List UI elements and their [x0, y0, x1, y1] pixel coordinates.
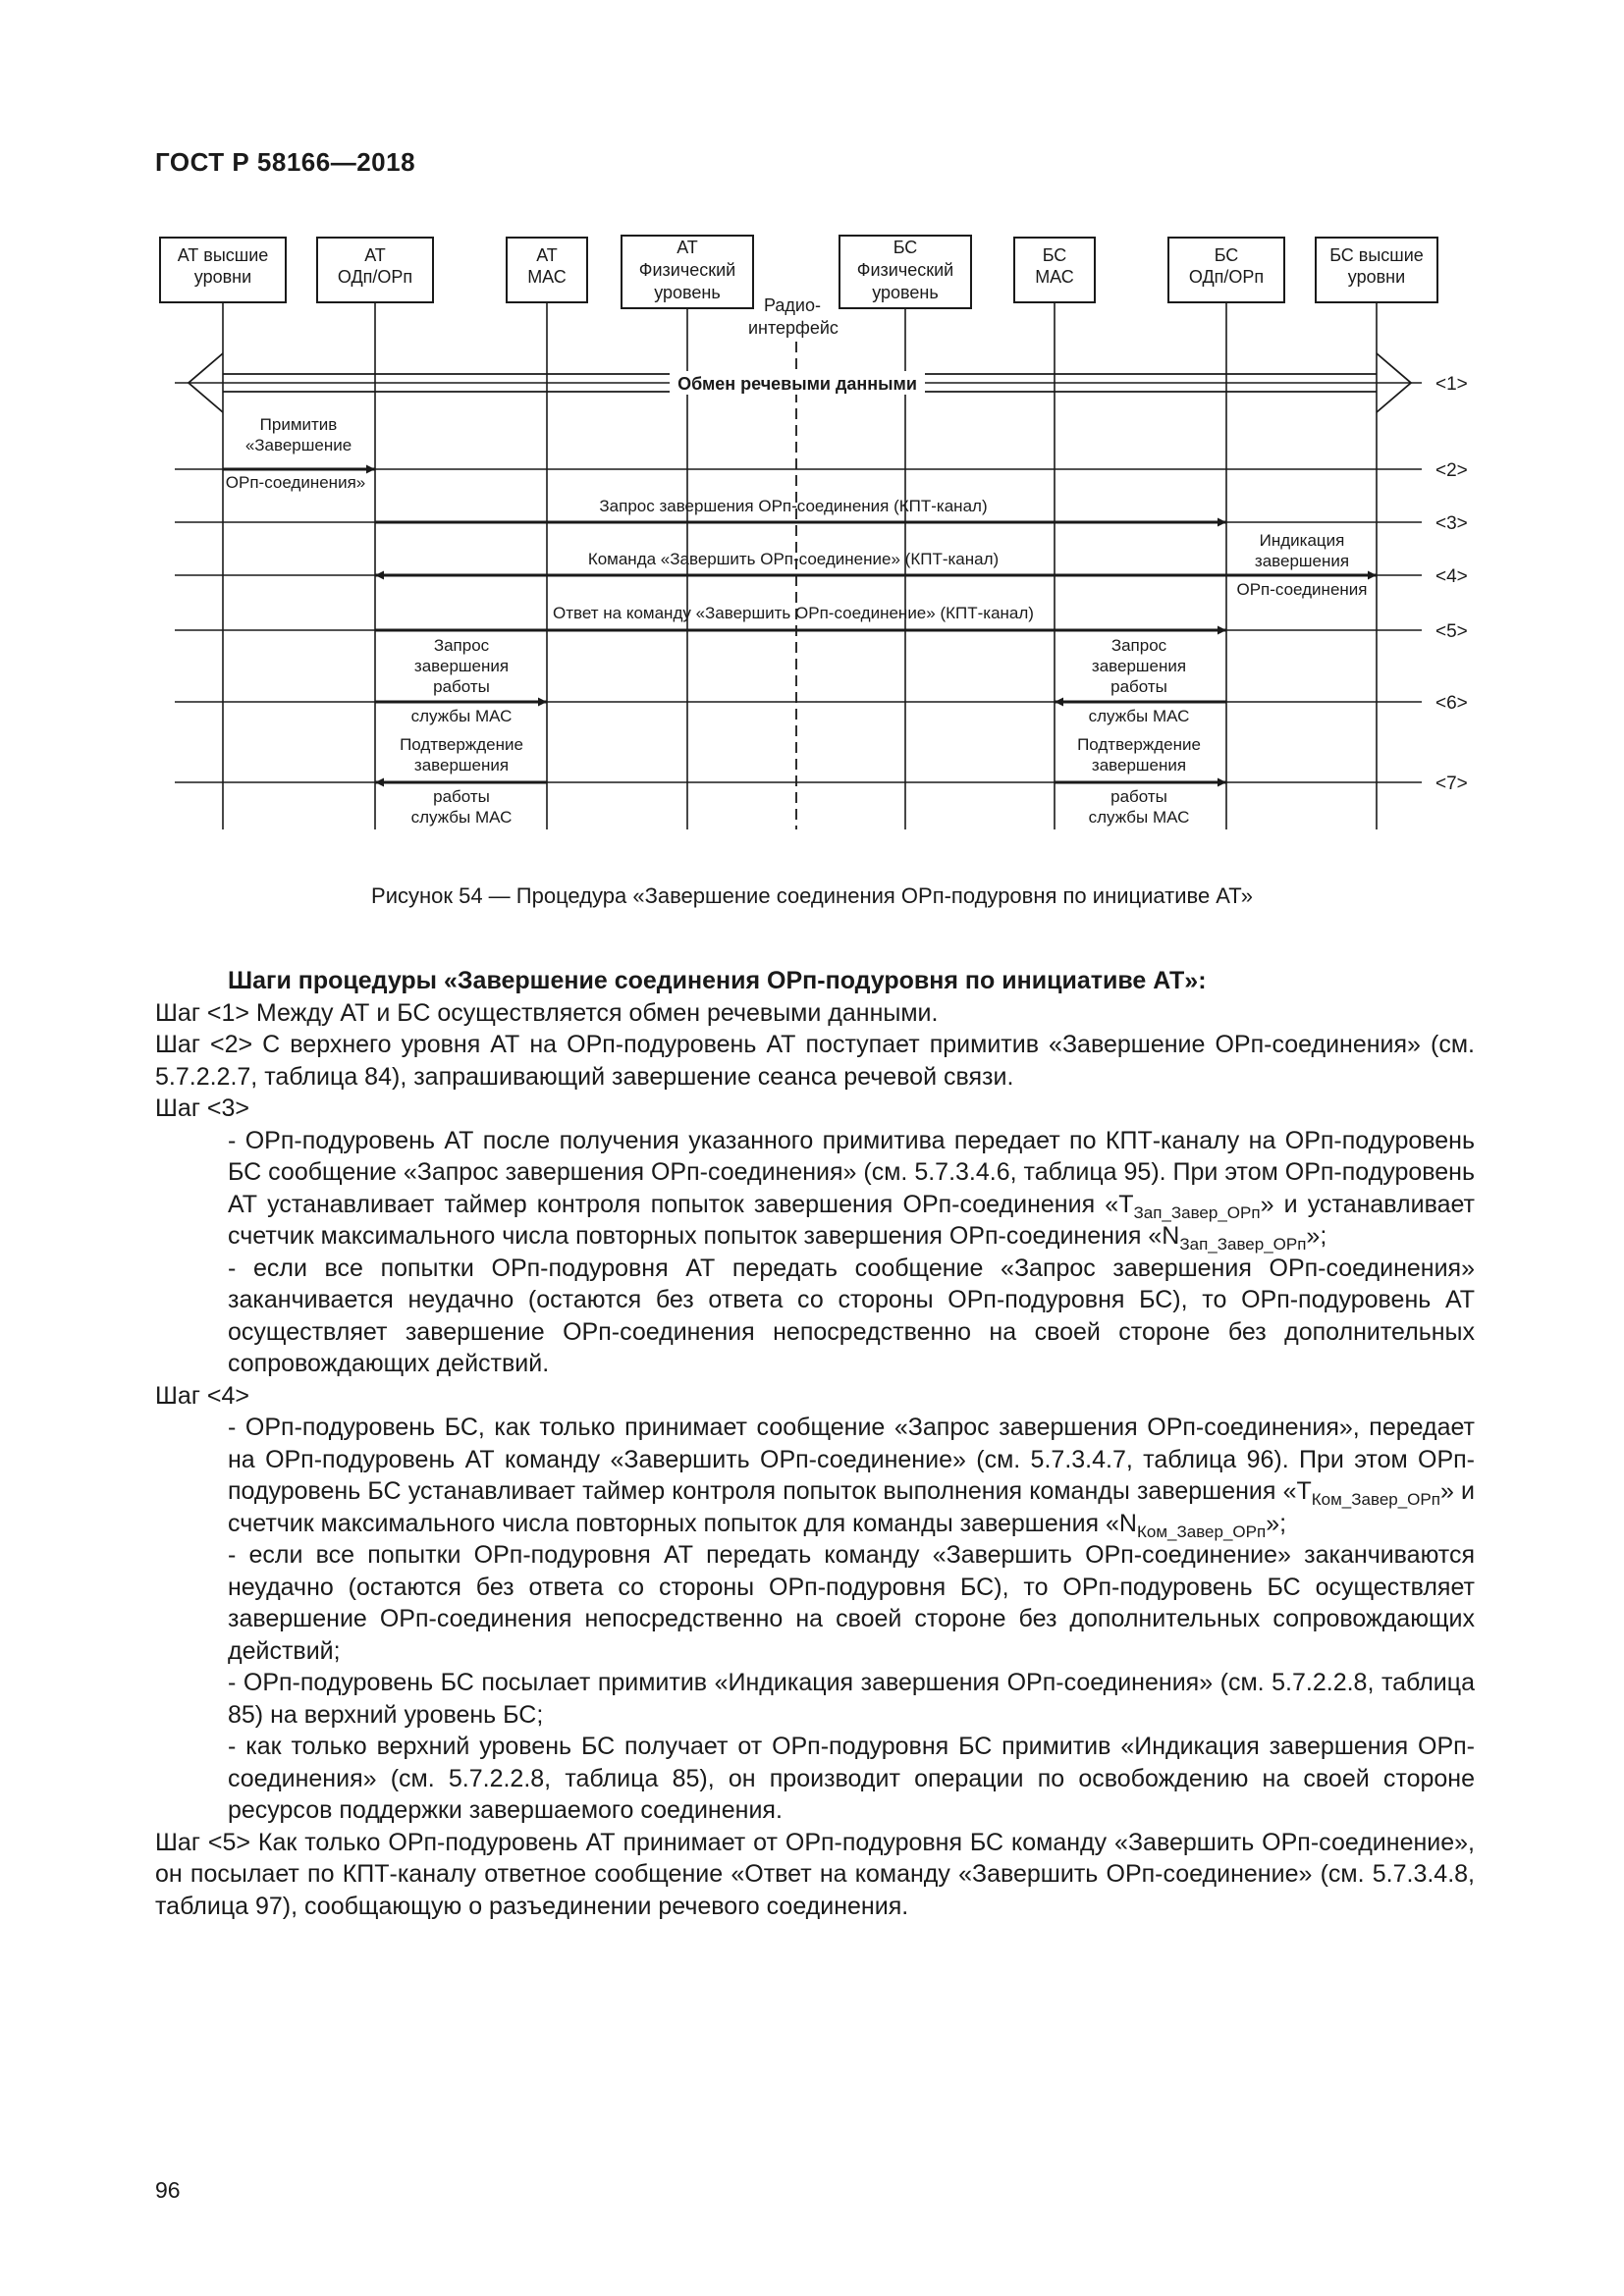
primitive-end-label: [226, 415, 365, 492]
entity-bs-odp: [1168, 238, 1284, 302]
svg-text:БС: БС: [1214, 245, 1239, 265]
svg-text:работы: работы: [1110, 677, 1167, 696]
step-4-heading: Шаг <4>: [155, 1381, 249, 1410]
svg-text:завершения: завершения: [1091, 756, 1187, 774]
step-4-item-a: - ОРп-подуровень БС, как только принимает сообщение «Запрос завершения ОРп-соединения», передает на ОРп-подуровень АТ команду «Завершить ОРп-соединение» (см. 5.7.3.4.7, таблица 96). При этом ОРп-подуровень БС устанавливает таймер контроля попыток выполнения команды завершения «$T_{Ком\_Завер\_ОРп}$» и счетчик максимального числа повторных попыток для команды завершения «$N_{Ком\_Завер\_ОРп}$»;: [228, 1414, 1475, 1541]
entity-bs-phy: [839, 236, 971, 308]
step-3-item-a: - ОРп-подуровень АТ после получения указанного примитива передает по КПТ-каналу на ОРп-подуровень БС сообщение «Запрос завершения ОРп-соединения» (см. 5.7.3.4.6, таблица 95). При этом ОРп-подуровень АТ устанавливает таймер контроля попыток завершения ОРп-соединения «$T_{Зап\_Завер\_ОРп}$» и устанавливает счетчик максимального числа повторных попыток завершения ОРп-соединения «$N_{Зап\_Завер\_ОРп}$»;: [228, 1126, 1475, 1254]
svg-text:БС: БС: [893, 238, 918, 257]
svg-text:работы: работы: [1110, 787, 1167, 806]
step-lines: [175, 383, 1422, 782]
step-label-5: <5>: [1435, 621, 1468, 642]
svg-text:работы: работы: [433, 677, 490, 696]
entity-bs-mac: [1014, 238, 1095, 302]
entity-bs-upper: [1316, 238, 1437, 302]
svg-text:службы МАС: службы МАС: [1088, 808, 1190, 827]
svg-text:службы МАС: службы МАС: [1088, 707, 1190, 725]
page-number: 96: [155, 2177, 181, 2203]
entity-at-mac: [507, 238, 587, 302]
svg-text:Физический: Физический: [856, 260, 954, 280]
svg-text:Индикация: Индикация: [1259, 531, 1345, 550]
radio-interface-label: [748, 295, 839, 338]
svg-text:Примитив: Примитив: [259, 415, 338, 434]
svg-text:завершения: завершения: [1254, 552, 1350, 570]
indication-label: [1236, 531, 1367, 599]
svg-text:ОДп/ОРп: ОДп/ОРп: [337, 267, 413, 287]
entity-at-phy: [622, 236, 753, 308]
svg-text:АТ: АТ: [677, 238, 698, 257]
step-label-7: <7>: [1435, 774, 1468, 794]
step-label-3: <3>: [1435, 513, 1468, 534]
svg-text:ОДп/ОРп: ОДп/ОРп: [1188, 267, 1265, 287]
step-4-item-d: - как только верхний уровень БС получает от ОРп-подуровня БС примитив «Индикация завершения ОРп-соединения» (см. 5.7.2.2.8, таблица 85), он производит операции по освобождению на своей стороне ресурсов поддержки завершаемого соединения.: [228, 1733, 1475, 1824]
step-3-item-b: - если все попытки ОРп-подуровня АТ передать сообщение «Запрос завершения ОРп-соединения» заканчивается неудачно (остаются без ответа со стороны ОРп-подуровня БС), то ОРп-подуровень АТ осуществляет завершение ОРп-соединения непосредственно на своей стороне без дополнительных сопровождающих действий.: [228, 1254, 1475, 1377]
svg-text:МАС: МАС: [527, 267, 567, 287]
svg-text:завершения: завершения: [413, 657, 510, 675]
step-label-4: <4>: [1435, 566, 1468, 587]
step-5-text: Шаг <5> Как только ОРп-подуровень АТ принимает от ОРп-подуровня БС команду «Завершить ОРп-соединение», он посылает по КПТ-каналу ответное сообщение «Ответ на команду «Завершить ОРп-соединение» (см. 5.7.3.4.8, таблица 97), сообщающую о разъединении речевого соединения.: [155, 1828, 1475, 1920]
svg-text:АТ: АТ: [364, 245, 386, 265]
command-end-label: Команда «Завершить ОРп-соединение» (КПТ-канал): [587, 550, 1000, 568]
figure-caption: Рисунок 54 — Процедура «Завершение соединения ОРп-подуровня по инициативе АТ»: [371, 883, 1253, 908]
svg-text:завершения: завершения: [413, 756, 510, 774]
step-3-heading: Шаг <3>: [155, 1095, 249, 1122]
step-label-1: <1>: [1435, 374, 1468, 395]
svg-text:уровень: уровень: [872, 283, 939, 302]
svg-text:АТ высшие: АТ высшие: [177, 245, 269, 265]
svg-text:завершения: завершения: [1091, 657, 1187, 675]
svg-text:уровни: уровни: [193, 267, 252, 287]
svg-text:Радио-: Радио-: [764, 295, 821, 315]
svg-text:интерфейс: интерфейс: [748, 318, 839, 338]
exchange-label: Обмен речевыми данными: [677, 374, 917, 394]
svg-text:ОРп-соединения»: ОРп-соединения»: [225, 473, 366, 492]
svg-text:службы МАС: службы МАС: [410, 808, 513, 827]
entity-at-odp: [317, 238, 433, 302]
svg-text:БС высшие: БС высшие: [1329, 245, 1424, 265]
svg-text:Запрос: Запрос: [433, 636, 490, 655]
svg-text:Подтверждение: Подтверждение: [1077, 735, 1201, 754]
mac-request-label-bs: [1089, 636, 1190, 725]
step-4-item-c: - ОРп-подуровень БС посылает примитив «Индикация завершения ОРп-соединения» (см. 5.7.2.2.8, таблица 85) на верхний уровень БС;: [228, 1669, 1475, 1729]
svg-text:Подтверждение: Подтверждение: [400, 735, 523, 754]
entity-at-upper: [160, 238, 286, 302]
svg-text:службы МАС: службы МАС: [410, 707, 513, 725]
svg-text:«Завершение: «Завершение: [244, 436, 352, 454]
document-header: ГОСТ Р 58166—2018: [155, 147, 416, 177]
svg-text:ОРп-соединения: ОРп-соединения: [1236, 580, 1368, 599]
svg-text:БС: БС: [1042, 245, 1067, 265]
mac-request-label-at: [411, 636, 513, 725]
svg-text:работы: работы: [433, 787, 490, 806]
step-4-item-b: - если все попытки ОРп-подуровня АТ передать команду «Завершить ОРп-соединение» заканчиваются неудачно (остаются без ответа со стороны ОРп-подуровня БС), то ОРп-подуровень БС осуществляет завершение ОРп-соединения непосредственно на своей стороне без дополнительных сопровождающих действий;: [228, 1541, 1475, 1665]
svg-text:уровень: уровень: [654, 283, 721, 302]
step-label-2: <2>: [1435, 460, 1468, 481]
svg-text:Запрос: Запрос: [1110, 636, 1167, 655]
request-end-label: Запрос завершения ОРп-соединения (КПТ-канал): [599, 497, 988, 515]
svg-text:уровни: уровни: [1347, 267, 1406, 287]
procedure-text: [155, 965, 1475, 1922]
step-1-text: Шаг <1> Между АТ и БС осуществляется обмен речевыми данными.: [155, 998, 939, 1027]
svg-text:МАС: МАС: [1035, 267, 1074, 287]
answer-command-label: Ответ на команду «Завершить ОРп-соединение» (КПТ-канал): [553, 604, 1034, 622]
sequence-diagram: [147, 231, 1483, 839]
step-label-6: <6>: [1435, 693, 1468, 714]
svg-text:АТ: АТ: [536, 245, 558, 265]
steps-title: Шаги процедуры «Завершение соединения ОРп-подуровня по инициативе АТ»:: [228, 967, 1207, 994]
svg-text:Физический: Физический: [638, 260, 736, 280]
step-2-text: Шаг <2> С верхнего уровня АТ на ОРп-подуровень АТ поступает примитив «Завершение ОРп-соединения» (см. 5.7.2.2.7, таблица 84), запрашивающий завершение сеанса речевой связи.: [155, 1031, 1475, 1091]
